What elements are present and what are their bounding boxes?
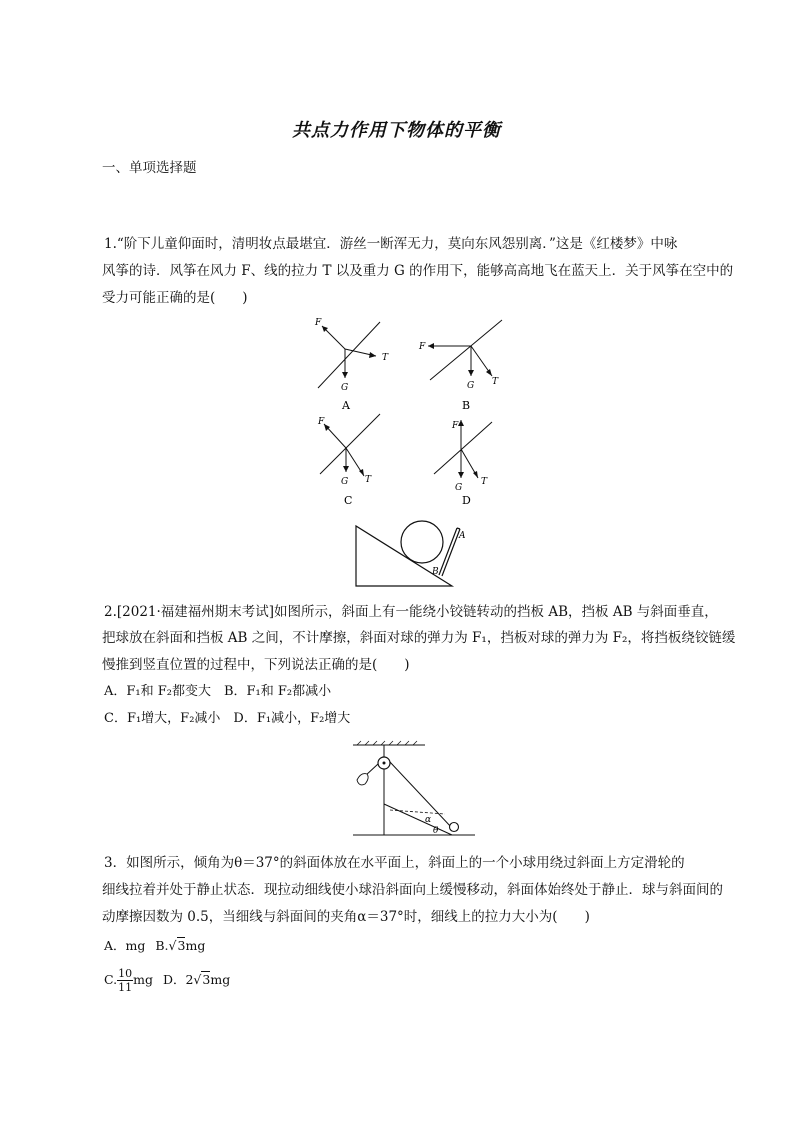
q1-figure-d: [428, 412, 508, 510]
q3-line-1: 3．如图所示，倾角为θ＝37°的斜面体放在水平面上，斜面上的一个小球用绕过斜面上方定滑轮的: [104, 855, 685, 871]
q3-option-b-root: 3: [177, 938, 186, 953]
q2-figure-incline: [352, 516, 466, 590]
q3-options-cd: C. $\frac{10}{11}$ mg D．2√3mg: [104, 967, 231, 994]
q3-option-c-fraction: [117, 967, 133, 994]
q1-line-2: 风筝的诗．风筝在风力 F、线的拉力 T 以及重力 G 的作用下，能够高高地飞在蓝天上．关于风筝在空中的: [102, 263, 734, 279]
q1-figure-a: [308, 312, 388, 416]
label-g: G: [341, 383, 349, 393]
q2-line-1: 2.[2021·福建福州期末考试]如图所示，斜面上有一能绕小铰链转动的挡板 AB，挡板 AB 与斜面垂直，: [104, 604, 718, 620]
label-g: G: [467, 381, 475, 391]
label-t: T: [481, 477, 488, 487]
label-f: F: [315, 318, 322, 328]
q3-option-a: A．mg: [104, 938, 146, 953]
q3-option-d-suffix: mg: [210, 972, 231, 987]
q1-figure-b: [414, 312, 524, 416]
page-title: 共点力作用下物体的平衡: [292, 120, 501, 141]
caption-d: D: [462, 494, 471, 507]
label-f: F: [318, 417, 325, 427]
caption-a: A: [342, 399, 350, 412]
q3-option-c-prefix: C.: [104, 972, 118, 987]
q1-line-1: 1.“阶下儿童仰面时，清明妆点最堪宜．游丝一断浑无力，莫向东风怨别离．”这是《红楼梦》中咏: [104, 236, 678, 252]
q3-option-b-prefix: B.: [155, 938, 169, 953]
q3-options-ab: A．mg B.√3mg: [104, 938, 206, 953]
label-f: F: [419, 342, 426, 352]
label-t: T: [365, 475, 372, 485]
q3-option-d-prefix: D．2: [162, 972, 194, 987]
label-g: G: [341, 477, 349, 487]
q3-option-b-suffix: mg: [185, 938, 206, 953]
q3-line-3: 动摩擦因数为 0.5，当细线与斜面间的夹角α＝37°时，细线上的拉力大小为( ): [102, 909, 590, 925]
caption-c: C: [344, 494, 353, 507]
label-a: A: [459, 531, 466, 541]
q2-options-ab: A．F₁和 F₂都变大 B．F₁和 F₂都减小: [104, 684, 332, 699]
q3-option-c-suffix: mg: [133, 972, 153, 987]
caption-b: B: [462, 399, 471, 412]
q3-option-d-root: 3: [202, 972, 211, 987]
label-alpha: α: [425, 815, 432, 825]
label-t: T: [382, 353, 389, 363]
q2-line-2: 把球放在斜面和挡板 AB 之间，不计摩擦，斜面对球的弹力为 F₁，挡板对球的弹力为 F₂，将挡板绕铰链缓: [102, 630, 736, 646]
q3-figure-pulley: [345, 740, 475, 840]
q2-options-cd: C．F₁增大，F₂减小 D．F₁减小，F₂增大: [104, 711, 351, 726]
section-heading: 一、单项选择题: [102, 160, 197, 176]
label-f: F: [452, 421, 459, 431]
label-g: G: [455, 483, 463, 493]
q2-line-3: 慢推到竖直位置的过程中，下列说法正确的是( ): [102, 657, 410, 673]
frac-denominator: 11: [118, 981, 133, 994]
label-theta: θ: [433, 826, 439, 836]
label-b: B: [432, 567, 439, 577]
q1-line-3: 受力可能正确的是( ): [102, 290, 248, 306]
q1-figure-c: [308, 412, 388, 510]
frac-numerator: 10: [118, 967, 133, 980]
label-t: T: [492, 377, 499, 387]
q3-line-2: 细线拉着并处于静止状态．现拉动细线使小球沿斜面向上缓慢移动，斜面体始终处于静止．球与斜面间的: [102, 882, 723, 898]
